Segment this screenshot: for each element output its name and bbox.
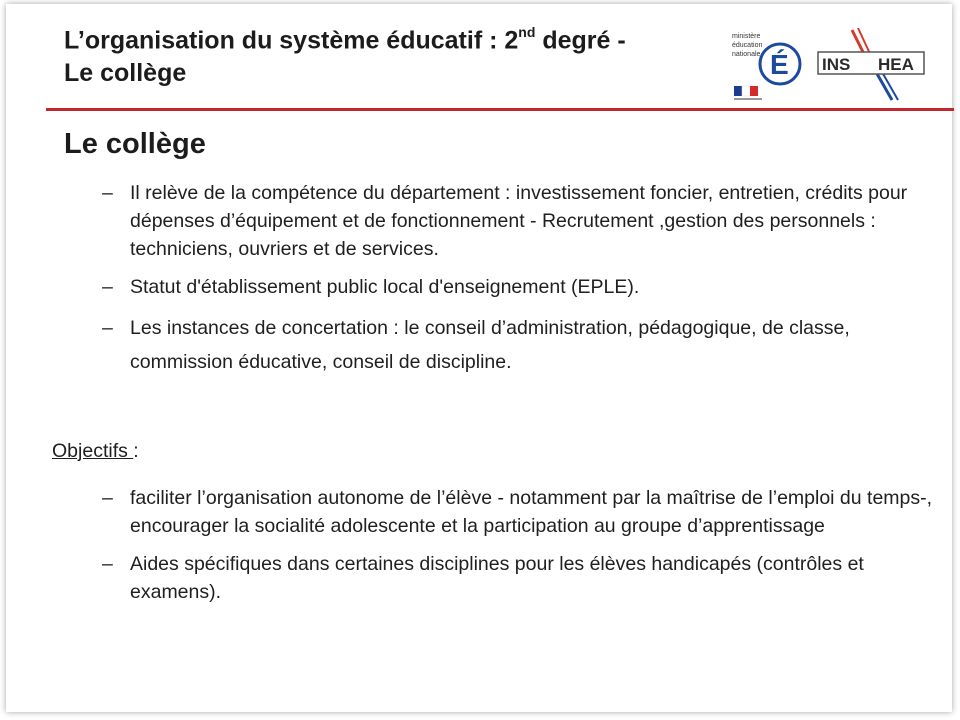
dash-bullet: – bbox=[102, 182, 113, 204]
list-item bbox=[102, 311, 942, 379]
list-item bbox=[102, 179, 942, 263]
inshea-logo bbox=[816, 28, 928, 102]
title-superscript: nd bbox=[518, 24, 536, 40]
ministere-letter: É bbox=[770, 49, 789, 80]
page-title bbox=[64, 18, 704, 90]
list-item-text: Il relève de la compétence du département : investissement foncier, entretien, crédits pour dépenses d’équipement et de fonctionnement - Recrutement ,gestion des personnels : techniciens, ouvriers et de services. bbox=[130, 182, 908, 260]
ministere-text-1: ministère bbox=[732, 33, 761, 40]
title-line2: Le collège bbox=[64, 59, 187, 88]
ministere-text-2: éducation bbox=[732, 42, 763, 49]
objectifs-list bbox=[102, 484, 942, 616]
objectifs-label-text: Objectifs bbox=[52, 440, 134, 462]
ins-text: INS bbox=[822, 55, 851, 74]
section-list bbox=[102, 179, 942, 389]
list-item-text: Statut d'établissement public local d'enseignement (EPLE). bbox=[130, 276, 640, 298]
objectifs-colon: : bbox=[133, 440, 139, 462]
dash-bullet: – bbox=[102, 317, 113, 339]
section-heading: Le collège bbox=[64, 128, 206, 160]
title-part1: L’organisation du système éducatif : 2 bbox=[64, 26, 519, 55]
list-item-text: Les instances de concertation : le conseil d’administration, pédagogique, de classe, commission éducative, conseil de discipline. bbox=[130, 317, 850, 373]
objectifs-label bbox=[52, 440, 139, 463]
dash-bullet: – bbox=[102, 276, 113, 298]
list-item bbox=[102, 550, 942, 606]
list-item bbox=[102, 484, 942, 540]
slide bbox=[6, 4, 952, 712]
hea-text: HEA bbox=[878, 55, 914, 74]
ministere-text-3: nationale bbox=[732, 51, 761, 58]
list-item bbox=[102, 273, 942, 301]
title-divider bbox=[46, 108, 954, 111]
list-item-text: faciliter l’organisation autonome de l’élève - notamment par la maîtrise de l’emploi du temps-, encourager la socialité adolescente et la participation au groupe d’apprentissage bbox=[130, 487, 933, 537]
dash-bullet: – bbox=[102, 553, 113, 575]
ministere-logo bbox=[732, 24, 802, 104]
dash-bullet: – bbox=[102, 487, 113, 509]
title-part2: degré - bbox=[535, 26, 626, 55]
list-item-text: Aides spécifiques dans certaines disciplines pour les élèves handicapés (contrôles et examens). bbox=[130, 553, 864, 603]
